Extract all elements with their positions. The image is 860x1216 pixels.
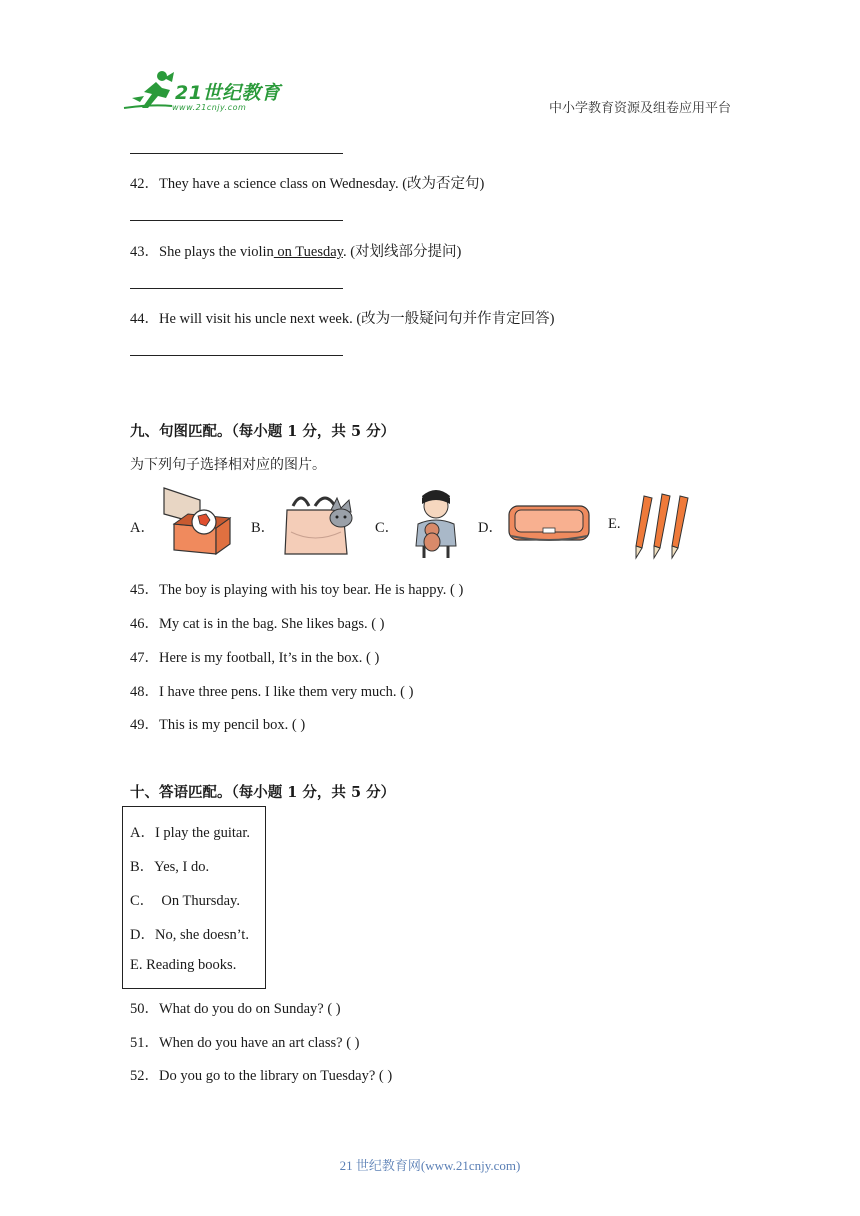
question-46: 46．My cat is in the bag. She likes bags. ( ) — [130, 616, 385, 632]
answer-line[interactable] — [130, 288, 343, 289]
question-42: 42．They have a science class on Wednesday. (改为否定句) — [130, 176, 485, 192]
option-b-label: B． — [251, 520, 276, 536]
question-48: 48．I have three pens. I like them very much. ( ) — [130, 684, 414, 700]
option-a-label: A． — [130, 520, 155, 536]
option-d-label: D． — [478, 520, 503, 536]
question-51: 51．When do you have an art class? ( ) — [130, 1035, 360, 1051]
section-10-title: 十、答语匹配。（每小题 1 分，共 5 分） — [130, 784, 396, 801]
bag-with-cat-icon — [281, 488, 361, 558]
page-footer: 21 世纪教育网(www.21cnjy.com) — [339, 1158, 521, 1173]
question-43: 43．She plays the violin on Tuesday. (对划线部分提问) — [130, 244, 462, 260]
three-pens-icon — [630, 490, 700, 562]
question-50: 50．What do you do on Sunday? ( ) — [130, 1001, 341, 1017]
pencil-box-icon — [507, 500, 592, 544]
section-9-instruction: 为下列句子选择相对应的图片。 — [130, 457, 326, 473]
header-site-title: 中小学教育资源及组卷应用平台 — [549, 101, 732, 116]
answer-line[interactable] — [130, 153, 343, 154]
underlined-phrase: on Tuesday — [273, 244, 343, 260]
answer-option-a: A．I play the guitar. — [130, 825, 251, 841]
section-9-title: 九、句图匹配。（每小题 1 分，共 5 分） — [130, 423, 396, 440]
logo-text: 21世纪教育 — [175, 82, 281, 104]
question-49: 49．This is my pencil box. ( ) — [130, 717, 306, 733]
question-47: 47．Here is my football, It’s in the box. ( ) — [130, 650, 380, 666]
option-c-label: C． — [375, 520, 400, 536]
option-e-label: E. — [608, 516, 621, 532]
boy-with-teddy-bear-icon — [410, 484, 462, 560]
answer-option-e: E. Reading books. — [130, 957, 237, 973]
answer-line[interactable] — [130, 355, 343, 356]
answer-option-c: C． On Thursday. — [130, 893, 240, 909]
answer-option-d: D．No, she doesn’t. — [130, 927, 249, 943]
question-44: 44．He will visit his uncle next week. (改为一般疑问句并作肯定回答) — [130, 311, 555, 327]
answer-option-b: B．Yes, I do. — [130, 859, 210, 875]
question-52: 52．Do you go to the library on Tuesday? ( ) — [130, 1068, 393, 1084]
box-with-football-icon — [160, 484, 234, 556]
question-45: 45．The boy is playing with his toy bear. He is happy. ( ) — [130, 582, 464, 598]
logo-url: www.21cnjy.com — [172, 103, 247, 112]
answer-line[interactable] — [130, 220, 343, 221]
